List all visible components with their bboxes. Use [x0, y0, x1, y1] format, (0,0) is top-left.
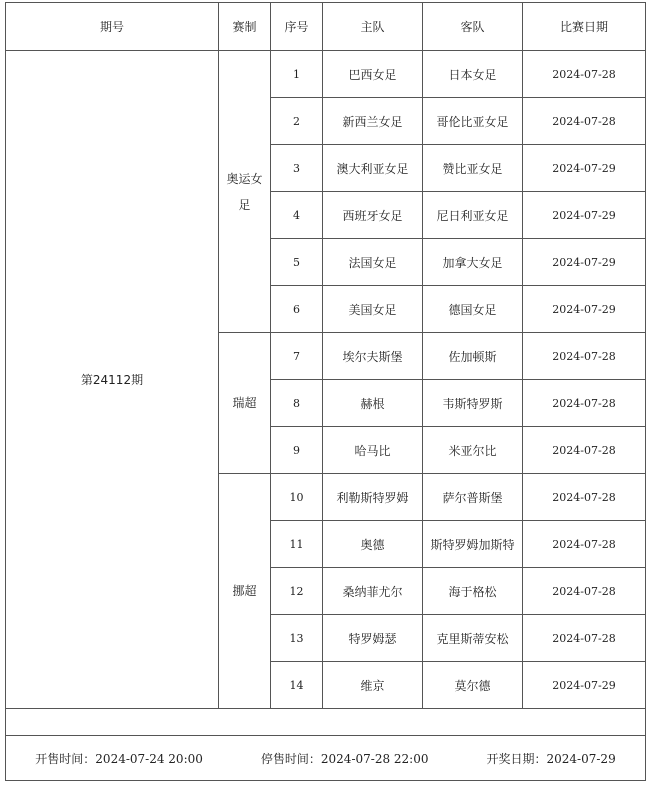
- footer-cell: [6, 736, 646, 781]
- seq-cell: 5: [271, 239, 323, 286]
- seq-cell: 8: [271, 380, 323, 427]
- sale-start-group: [35, 750, 203, 767]
- match-body: [6, 51, 646, 709]
- away-team-cell: 米亚尔比: [423, 427, 523, 474]
- away-team-cell: 德国女足: [423, 286, 523, 333]
- away-team-cell: 哥伦比亚女足: [423, 98, 523, 145]
- seq-cell: 13: [271, 615, 323, 662]
- header-date: 比赛日期: [523, 3, 646, 51]
- sale-start-value: 2024-07-24 20:00: [95, 751, 203, 766]
- spacer-row: [6, 709, 646, 736]
- draw-date-label: 开奖日期：: [486, 751, 547, 766]
- seq-cell: 12: [271, 568, 323, 615]
- away-team-cell: 韦斯特罗斯: [423, 380, 523, 427]
- home-team-cell: 奥德: [323, 521, 423, 568]
- competition-name: 瑞超: [232, 396, 257, 410]
- competition-cell: [219, 51, 271, 333]
- period-cell: 第24112期: [6, 51, 219, 709]
- table-row: [6, 51, 646, 98]
- away-team-cell: 萨尔普斯堡: [423, 474, 523, 521]
- away-team-cell: 佐加顿斯: [423, 333, 523, 380]
- competition-name: 挪超: [232, 584, 257, 598]
- footer-row: [6, 736, 646, 781]
- home-team-cell: 巴西女足: [323, 51, 423, 98]
- competition-cell: [219, 333, 271, 474]
- match-date-cell: 2024-07-28: [523, 521, 646, 568]
- away-team-cell: 加拿大女足: [423, 239, 523, 286]
- away-team-cell: 尼日利亚女足: [423, 192, 523, 239]
- seq-cell: 3: [271, 145, 323, 192]
- spacer-cell: [6, 709, 646, 736]
- seq-cell: 9: [271, 427, 323, 474]
- home-team-cell: 法国女足: [323, 239, 423, 286]
- home-team-cell: 新西兰女足: [323, 98, 423, 145]
- seq-cell: 1: [271, 51, 323, 98]
- seq-cell: 2: [271, 98, 323, 145]
- away-team-cell: 克里斯蒂安松: [423, 615, 523, 662]
- match-date-cell: 2024-07-29: [523, 192, 646, 239]
- home-team-cell: 埃尔夫斯堡: [323, 333, 423, 380]
- header-row: [6, 3, 646, 51]
- match-date-cell: 2024-07-29: [523, 286, 646, 333]
- home-team-cell: 澳大利亚女足: [323, 145, 423, 192]
- draw-date-group: [487, 750, 616, 767]
- home-team-cell: 赫根: [323, 380, 423, 427]
- away-team-cell: 日本女足: [423, 51, 523, 98]
- away-team-cell: 赞比亚女足: [423, 145, 523, 192]
- draw-date-value: 2024-07-29: [546, 751, 616, 766]
- match-date-cell: 2024-07-28: [523, 98, 646, 145]
- home-team-cell: 利勒斯特罗姆: [323, 474, 423, 521]
- seq-cell: 14: [271, 662, 323, 709]
- seq-cell: 4: [271, 192, 323, 239]
- home-team-cell: 西班牙女足: [323, 192, 423, 239]
- match-date-cell: 2024-07-28: [523, 333, 646, 380]
- seq-cell: 10: [271, 474, 323, 521]
- header-home: 主队: [323, 3, 423, 51]
- match-date-cell: 2024-07-28: [523, 568, 646, 615]
- match-date-cell: 2024-07-29: [523, 662, 646, 709]
- competition-cell: [219, 474, 271, 709]
- seq-cell: 6: [271, 286, 323, 333]
- home-team-cell: 特罗姆瑟: [323, 615, 423, 662]
- away-team-cell: 斯特罗姆加斯特: [423, 521, 523, 568]
- sale-start-label: 开售时间：: [35, 751, 96, 766]
- match-schedule-table: [5, 2, 646, 781]
- match-date-cell: 2024-07-28: [523, 474, 646, 521]
- header-competition: 赛制: [219, 3, 271, 51]
- match-date-cell: 2024-07-28: [523, 615, 646, 662]
- seq-cell: 7: [271, 333, 323, 380]
- match-date-cell: 2024-07-28: [523, 380, 646, 427]
- header-seq: 序号: [271, 3, 323, 51]
- home-team-cell: 桑纳菲尤尔: [323, 568, 423, 615]
- seq-cell: 11: [271, 521, 323, 568]
- away-team-cell: 海于格松: [423, 568, 523, 615]
- sale-end-value: 2024-07-28 22:00: [320, 751, 429, 766]
- match-date-cell: 2024-07-28: [523, 51, 646, 98]
- sale-end-group: [261, 750, 429, 767]
- sale-end-label: 停售时间：: [260, 751, 321, 766]
- away-team-cell: 莫尔德: [423, 662, 523, 709]
- match-date-cell: 2024-07-29: [523, 239, 646, 286]
- home-team-cell: 哈马比: [323, 427, 423, 474]
- home-team-cell: 美国女足: [323, 286, 423, 333]
- header-period: 期号: [6, 3, 219, 51]
- sale-info-line: [6, 750, 645, 767]
- match-date-cell: 2024-07-28: [523, 427, 646, 474]
- competition-name: 奥运女足: [226, 171, 263, 212]
- home-team-cell: 维京: [323, 662, 423, 709]
- header-away: 客队: [423, 3, 523, 51]
- match-date-cell: 2024-07-29: [523, 145, 646, 192]
